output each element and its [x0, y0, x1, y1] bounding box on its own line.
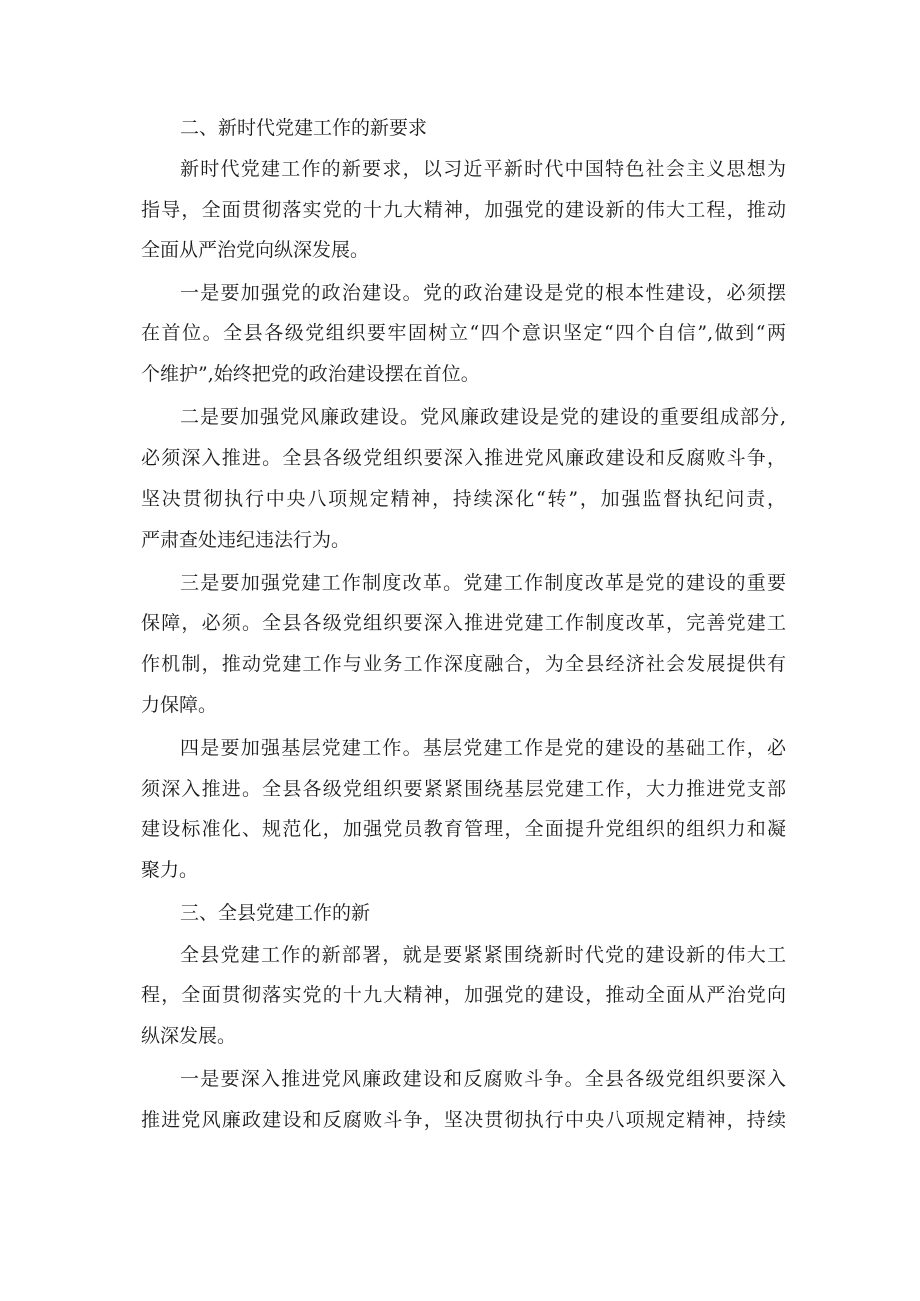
paragraph-line: 推进党风廉政建设和反腐败斗争，坚决贯彻执行中央八项规定精神，持续 [141, 1109, 786, 1131]
paragraph-line: 严肃查处违纪违法行为。 [141, 529, 351, 551]
paragraph-line: 一是要加强党的政治建设。党的政治建设是党的根本性建设，必须摆 [180, 282, 786, 304]
paragraph-line: 保障，必须。全县各级党组织要深入推进党建工作制度改革，完善党建工 [141, 612, 786, 634]
paragraph-line: 全面从严治党向纵深发展。 [141, 239, 370, 261]
paragraph-line: 新时代党建工作的新要求，以习近平新时代中国特色社会主义思想为 [180, 158, 786, 180]
paragraph-line: 二是要加强党风廉政建设。党风廉政建设是党的建设的重要组成部分, [180, 406, 786, 428]
paragraph-line: 纵深发展。 [141, 1025, 237, 1047]
section-heading-2: 二、新时代党建工作的新要求 [180, 117, 428, 139]
paragraph-line: 在首位。全县各级党组织要牢固树立“四个意识坚定“四个自信”,做到“两 [141, 322, 786, 344]
paragraph-line: 力保障。 [141, 694, 218, 716]
paragraph-line: 程，全面贯彻落实党的十九大精神，加强党的建设，推动全面从严治党向 [141, 984, 786, 1006]
paragraph-line: 四是要加强基层党建工作。基层党建工作是党的建设的基础工作，必 [180, 737, 786, 759]
paragraph-line: 作机制，推动党建工作与业务工作深度融合，为全县经济社会发展提供有 [141, 653, 786, 675]
section-heading-3: 三、全县党建工作的新 [180, 902, 371, 924]
paragraph-line: 聚力。 [141, 859, 199, 881]
paragraph-line: 须深入推进。全县各级党组织要紧紧围绕基层党建工作，大力推进党支部 [141, 778, 786, 800]
paragraph-line: 个维护”,始终把党的政治建设摆在首位。 [141, 363, 480, 385]
paragraph-line: 必须深入推进。全县各级党组织要深入推进党风廉政建设和反腐败斗争， [141, 447, 786, 469]
paragraph-line: 指导，全面贯彻落实党的十九大精神，加强党的建设新的伟大工程，推动 [141, 199, 786, 221]
paragraph-line: 一是要深入推进党风廉政建设和反腐败斗争。全县各级党组织要深入 [180, 1068, 786, 1090]
paragraph-line: 建设标准化、规范化，加强党员教育管理，全面提升党组织的组织力和凝 [141, 818, 786, 840]
paragraph-line: 坚决贯彻执行中央八项规定精神，持续深化“转”，加强监督执纪问责， [141, 488, 786, 510]
paragraph-line: 三是要加强党建工作制度改革。党建工作制度改革是党的建设的重要 [180, 572, 786, 594]
paragraph-line: 全县党建工作的新部署，就是要紧紧围绕新时代党的建设新的伟大工 [180, 944, 786, 966]
